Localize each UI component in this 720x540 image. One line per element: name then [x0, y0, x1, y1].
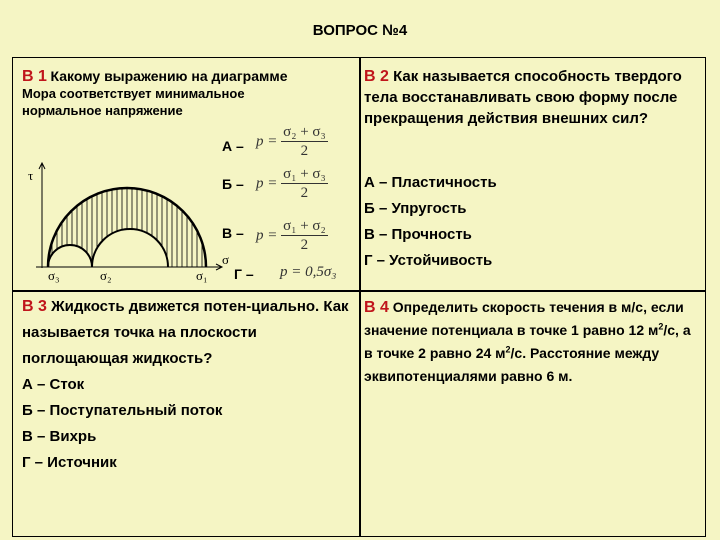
question-1: [22, 68, 352, 119]
question-4-number: В 4: [364, 299, 389, 316]
q3-option-g: Г – Источник: [22, 454, 117, 471]
question-4: [364, 296, 702, 388]
divider-horizontal: [13, 290, 705, 292]
question-1-line-1: Какому выражению на диаграмме: [50, 68, 288, 84]
question-1-number: В 1: [22, 68, 47, 85]
mohr-circles-svg: [16, 160, 226, 280]
sigma-2-label: σ₂: [100, 268, 112, 283]
q1-option-a-formula: p = $\frac{\text{σ₂ + σ₃}}{2}$: [256, 124, 326, 159]
sigma-1-label: σ₁: [196, 268, 208, 283]
q1-option-g-formula: p = 0,5σ₃: [280, 264, 337, 280]
q1-option-b-label: Б –: [222, 176, 244, 192]
question-4-sup-2: 2: [505, 344, 511, 355]
q3-option-a: А – Сток: [22, 376, 85, 393]
q1-option-a-label: А –: [222, 138, 244, 154]
slide-title: ВОПРОС №4: [312, 22, 408, 39]
sigma-3-label: σ₃: [48, 268, 60, 283]
q1-option-v-formula: p = $\frac{\text{σ₁ + σ₂}}{2}$: [256, 218, 326, 253]
q1-option-v-label: В –: [222, 225, 244, 241]
q3-option-b: Б – Поступательный поток: [22, 402, 223, 419]
question-2-number: В 2: [364, 68, 389, 85]
question-1-line-2: Мора соответствует минимальное: [22, 86, 245, 101]
question-4-sup-1: 2: [658, 321, 664, 332]
mohr-diagram: [16, 160, 226, 285]
question-2: [364, 66, 704, 129]
q2-option-b: Б – Упругость: [364, 200, 467, 217]
hatch-lines: [52, 160, 202, 270]
question-3-number: В 3: [22, 298, 47, 315]
q1-option-b-formula: p = $\frac{\text{σ₁ + σ₃}}{2}$: [256, 166, 326, 201]
q2-option-g: Г – Устойчивость: [364, 252, 493, 269]
divider-vertical: [359, 58, 361, 536]
small-circle: [48, 245, 92, 267]
q3-option-v: В – Вихрь: [22, 428, 97, 445]
question-4-text-2: /с, а в точке 2 равно 24 м: [364, 322, 691, 361]
question-2-text: Как называется способность твердого тела восстанавливать свою форму после прекращения действия внешних сил?: [364, 68, 682, 127]
q1-option-g-label: Г –: [234, 266, 254, 282]
q2-option-v: В – Прочность: [364, 226, 472, 243]
question-1-line-3: нормальное напряжение: [22, 103, 183, 118]
question-4-text-1: Определить скорость течения в м/с, если значение потенциала в точке 1 равно 12 м: [364, 299, 684, 338]
sigma-axis-label: σ: [222, 252, 230, 267]
question-3: [22, 294, 352, 476]
tau-label: τ: [28, 168, 34, 183]
question-3-text: Жидкость движется потен-циально. Как называется точка на плоскости поглощающая жидкость?: [22, 298, 349, 367]
question-4-text-3: /с. Расстояние между эквипотенциалями равно 6 м.: [364, 345, 660, 384]
q2-option-a: А – Пластичность: [364, 174, 497, 191]
question-2-options: [364, 170, 497, 274]
